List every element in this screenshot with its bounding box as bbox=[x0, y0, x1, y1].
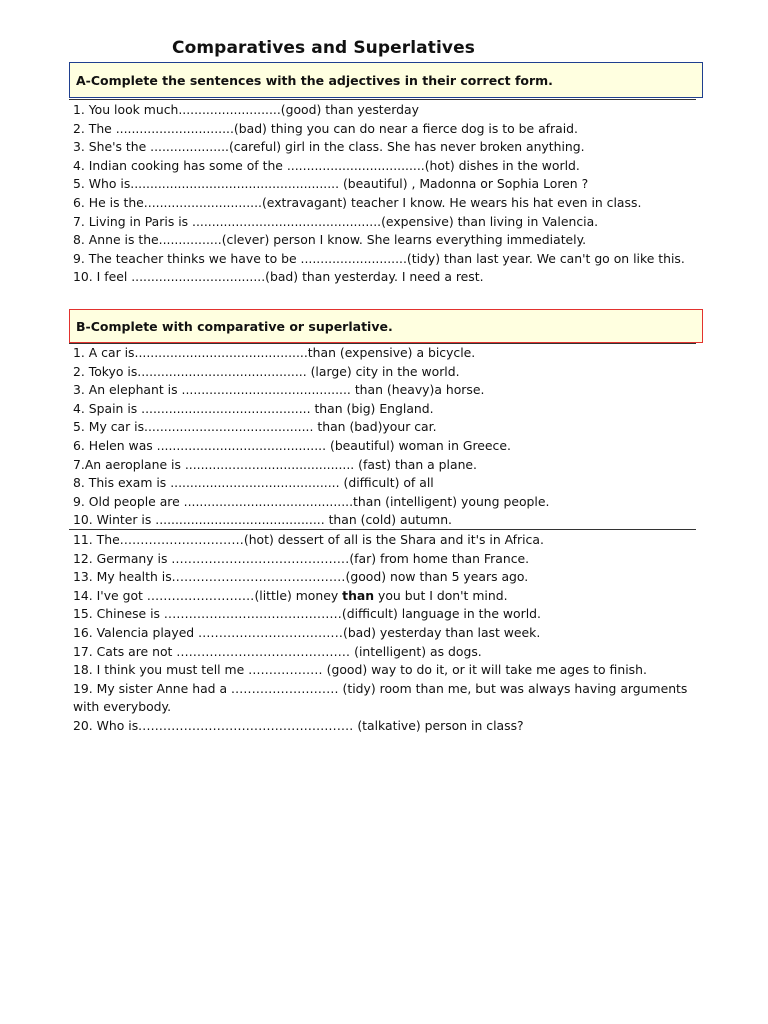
exercise-item: 7.An aeroplane is ........................................... (fast) than a plane. bbox=[73, 456, 477, 472]
exercise-item: 12. Germany is ...........................................(far) from home than France. bbox=[73, 550, 530, 566]
exercise-item: 9. The teacher thinks we have to be ...........................(tidy) than last year. We can't go on like this. bbox=[73, 250, 685, 266]
exercise-item: 5. Who is..................................................... (beautiful) , Madonna or Sophia Loren ? bbox=[73, 176, 589, 192]
exercise-item: 4. Indian cooking has some of the ...................................(hot) dishes in the world. bbox=[73, 157, 580, 173]
exercise-item: 2. The ..............................(bad) thing you can do near a fierce dog is to be afraid. bbox=[73, 120, 578, 136]
exercise-item: 3. An elephant is ........................................... than (heavy)a horse. bbox=[73, 382, 485, 398]
exercise-item: 14. I've got ..........................(little) money than you but I don't mind. bbox=[73, 587, 508, 603]
section-b-heading: B-Complete with comparative or superlative. bbox=[69, 309, 703, 343]
exercise-item: 8. This exam is ........................................... (difficult) of all bbox=[73, 475, 434, 491]
exercise-item: 9. Old people are ...........................................than (intelligent) young people. bbox=[73, 493, 550, 509]
exercise-item: 7. Living in Paris is ................................................(expensive) than living in Valencia. bbox=[73, 213, 599, 229]
section-a-list bbox=[73, 101, 698, 287]
exercise-item: 13. My health is..........................................(good) now than 5 years ago. bbox=[73, 569, 529, 585]
exercise-item: 1. You look much..........................(good) than yesterday bbox=[73, 102, 419, 117]
exercise-item: 19. My sister Anne had a .......................... (tidy) room than me, but was always having arguments with everybody. bbox=[73, 680, 688, 715]
exercise-item: 5. My car is........................................... than (bad)your car. bbox=[73, 419, 437, 435]
divider bbox=[69, 99, 696, 100]
exercise-item: 18. I think you must tell me .................. (good) way to do it, or it will take me ages to finish. bbox=[73, 662, 647, 678]
exercise-item: 20. Who is.................................................... (talkative) person in class? bbox=[73, 717, 524, 733]
exercise-item: 15. Chinese is ...........................................(difficult) language in the world. bbox=[73, 606, 541, 622]
worksheet-title: Comparatives and Superlatives bbox=[172, 38, 475, 58]
divider bbox=[69, 529, 696, 530]
section-b-list-continued bbox=[73, 531, 698, 736]
section-b-list bbox=[73, 344, 549, 530]
exercise-item: 4. Spain is ........................................... than (big) England. bbox=[73, 400, 434, 416]
bold-keyword: than bbox=[342, 587, 375, 603]
exercise-item: 17. Cats are not .......................................... (intelligent) as dogs. bbox=[73, 643, 482, 659]
exercise-item: 8. Anne is the................(clever) person I know. She learns everything immediately. bbox=[73, 232, 587, 248]
exercise-item: 16. Valencia played ...................................(bad) yesterday than last week. bbox=[73, 624, 541, 640]
exercise-item: 10. Winter is ........................................... than (cold) autumn. bbox=[73, 512, 452, 528]
exercise-item: 6. Helen was ........................................... (beautiful) woman in Greece. bbox=[73, 437, 511, 453]
exercise-item: 3. She's the ....................(careful) girl in the class. She has never broken anything. bbox=[73, 139, 585, 155]
exercise-item: 11. The..............................(hot) dessert of all is the Shara and it's in Africa. bbox=[73, 532, 544, 547]
section-a-heading: A-Complete the sentences with the adjectives in their correct form. bbox=[69, 62, 703, 98]
exercise-item: 6. He is the..............................(extravagant) teacher I know. He wears his hat even in class. bbox=[73, 194, 642, 210]
exercise-item: 10. I feel ..................................(bad) than yesterday. I need a rest. bbox=[73, 269, 484, 285]
exercise-item: 1. A car is............................................than (expensive) a bicycle. bbox=[73, 345, 476, 360]
exercise-item: 2. Tokyo is........................................... (large) city in the world. bbox=[73, 363, 460, 379]
